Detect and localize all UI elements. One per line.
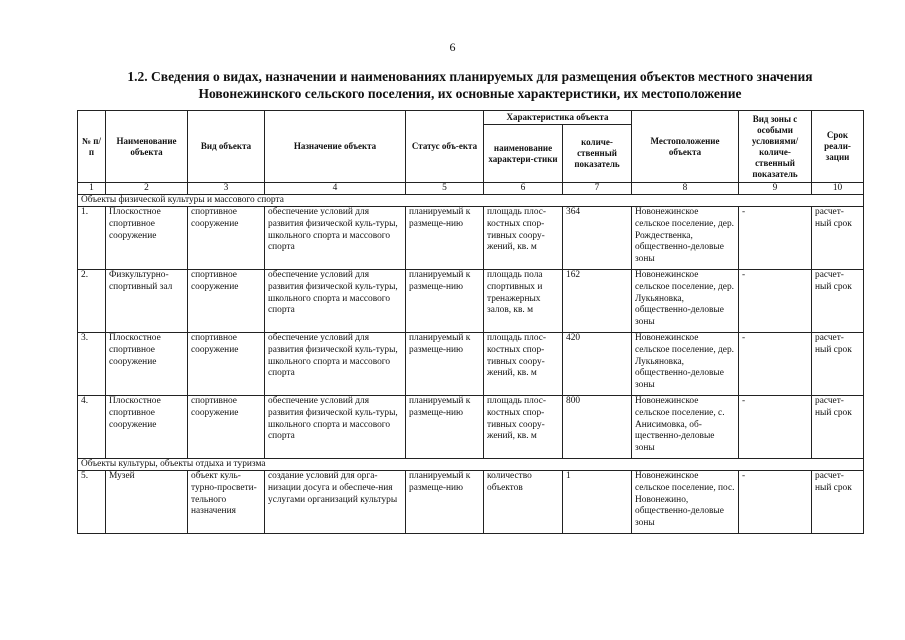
cell-term: расчет-ный срок bbox=[812, 471, 864, 534]
header-name: Наименование объекта bbox=[106, 111, 188, 183]
table-header bbox=[78, 111, 864, 183]
cell-kind: спортивное сооружение bbox=[188, 207, 265, 270]
planned-objects-table bbox=[77, 110, 864, 534]
cell-kind: объект куль-турно-просвети-тельного назначения bbox=[188, 471, 265, 534]
cell-purpose: обеспечение условий для развития физической куль-туры, школьного спорта и массового спорта bbox=[265, 396, 406, 459]
document-title bbox=[60, 68, 880, 102]
cell-kind: спортивное сооружение bbox=[188, 270, 265, 333]
cell-term: расчет-ный срок bbox=[812, 207, 864, 270]
cell-name: Плоскостное спортивное сооружение bbox=[106, 333, 188, 396]
header-char-name: наименование характери-стики bbox=[484, 125, 563, 183]
cell-num: 4. bbox=[78, 396, 106, 459]
column-number: 4 bbox=[265, 183, 406, 195]
section-row bbox=[78, 195, 864, 207]
cell-name: Музей bbox=[106, 471, 188, 534]
column-number: 7 bbox=[563, 183, 632, 195]
cell-char-value: 364 bbox=[563, 207, 632, 270]
header-term: Срок реали-зации bbox=[812, 111, 864, 183]
cell-char-name: площадь плос-костных спор-тивных соору-жений, кв. м bbox=[484, 333, 563, 396]
header-purpose: Назначение объекта bbox=[265, 111, 406, 183]
column-number: 5 bbox=[406, 183, 484, 195]
cell-char-name: площадь плос-костных спор-тивных соору-жений, кв. м bbox=[484, 396, 563, 459]
cell-char-value: 162 bbox=[563, 270, 632, 333]
column-number-row bbox=[78, 183, 864, 195]
title-line-1: 1.2. Сведения о видах, назначении и наименованиях планируемых для размещения объектов местного значения bbox=[127, 69, 813, 84]
cell-term: расчет-ный срок bbox=[812, 333, 864, 396]
cell-term: расчет-ный срок bbox=[812, 270, 864, 333]
cell-char-value: 420 bbox=[563, 333, 632, 396]
section-row bbox=[78, 459, 864, 471]
cell-purpose: обеспечение условий для развития физической куль-туры, школьного спорта и массового спорта bbox=[265, 207, 406, 270]
table-row bbox=[78, 396, 864, 459]
cell-location: Новонежинское сельское поселение, дер. Рождественка, общественно-деловые зоны bbox=[632, 207, 739, 270]
cell-num: 1. bbox=[78, 207, 106, 270]
header-kind: Вид объекта bbox=[188, 111, 265, 183]
cell-char-value: 800 bbox=[563, 396, 632, 459]
column-number: 6 bbox=[484, 183, 563, 195]
cell-status: планируемый к размеще-нию bbox=[406, 270, 484, 333]
cell-purpose: создание условий для орга-низации досуга и обеспече-ния услугами организаций культуры bbox=[265, 471, 406, 534]
cell-num: 5. bbox=[78, 471, 106, 534]
cell-location: Новонежинское сельское поселение, дер. Лукьяновка, общественно-деловые зоны bbox=[632, 333, 739, 396]
table-row bbox=[78, 207, 864, 270]
cell-char-value: 1 bbox=[563, 471, 632, 534]
column-number: 8 bbox=[632, 183, 739, 195]
table-row bbox=[78, 333, 864, 396]
cell-char-name: количество объектов bbox=[484, 471, 563, 534]
cell-zone: - bbox=[739, 471, 812, 534]
header-location: Местоположение объекта bbox=[632, 111, 739, 183]
header-num: № п/п bbox=[78, 111, 106, 183]
cell-name: Плоскостное спортивное сооружение bbox=[106, 207, 188, 270]
cell-name: Плоскостное спортивное сооружение bbox=[106, 396, 188, 459]
cell-status: планируемый к размеще-нию bbox=[406, 207, 484, 270]
cell-status: планируемый к размеще-нию bbox=[406, 471, 484, 534]
header-status: Статус объ-екта bbox=[406, 111, 484, 183]
cell-zone: - bbox=[739, 270, 812, 333]
cell-term: расчет-ный срок bbox=[812, 396, 864, 459]
cell-kind: спортивное сооружение bbox=[188, 333, 265, 396]
cell-num: 2. bbox=[78, 270, 106, 333]
cell-kind: спортивное сооружение bbox=[188, 396, 265, 459]
column-number: 2 bbox=[106, 183, 188, 195]
column-number: 9 bbox=[739, 183, 812, 195]
cell-name: Физкультурно-спортивный зал bbox=[106, 270, 188, 333]
column-number: 1 bbox=[78, 183, 106, 195]
cell-location: Новонежинское сельское поселение, пос. Новонежино, общественно-деловые зоны bbox=[632, 471, 739, 534]
section-title: Объекты культуры, объекты отдыха и туризма bbox=[78, 459, 864, 471]
column-number: 10 bbox=[812, 183, 864, 195]
title-line-2: Новонежинского сельского поселения, их основные характеристики, их местоположение bbox=[198, 86, 742, 101]
cell-zone: - bbox=[739, 333, 812, 396]
cell-zone: - bbox=[739, 396, 812, 459]
table-row bbox=[78, 471, 864, 534]
table-body bbox=[78, 183, 864, 534]
cell-purpose: обеспечение условий для развития физической куль-туры, школьного спорта и массового спорта bbox=[265, 333, 406, 396]
cell-purpose: обеспечение условий для развития физической куль-туры, школьного спорта и массового спорта bbox=[265, 270, 406, 333]
header-zone: Вид зоны с особыми условиями/ количе-ственный показатель bbox=[739, 111, 812, 183]
cell-char-name: площадь плос-костных спор-тивных соору-жений, кв. м bbox=[484, 207, 563, 270]
cell-zone: - bbox=[739, 207, 812, 270]
page-number: 6 bbox=[449, 40, 456, 54]
header-char-value: количе-ственный показатель bbox=[563, 125, 632, 183]
header-characteristics: Характеристика объекта bbox=[484, 111, 632, 125]
cell-char-name: площадь пола спортивных и тренажерных залов, кв. м bbox=[484, 270, 563, 333]
cell-location: Новонежинское сельское поселение, дер. Лукьяновка, общественно-деловые зоны bbox=[632, 270, 739, 333]
cell-num: 3. bbox=[78, 333, 106, 396]
table-row bbox=[78, 270, 864, 333]
section-title: Объекты физической культуры и массового спорта bbox=[78, 195, 864, 207]
cell-location: Новонежинское сельское поселение, с. Анисимовка, об-щественно-деловые зоны bbox=[632, 396, 739, 459]
cell-status: планируемый к размеще-нию bbox=[406, 333, 484, 396]
column-number: 3 bbox=[188, 183, 265, 195]
cell-status: планируемый к размеще-нию bbox=[406, 396, 484, 459]
